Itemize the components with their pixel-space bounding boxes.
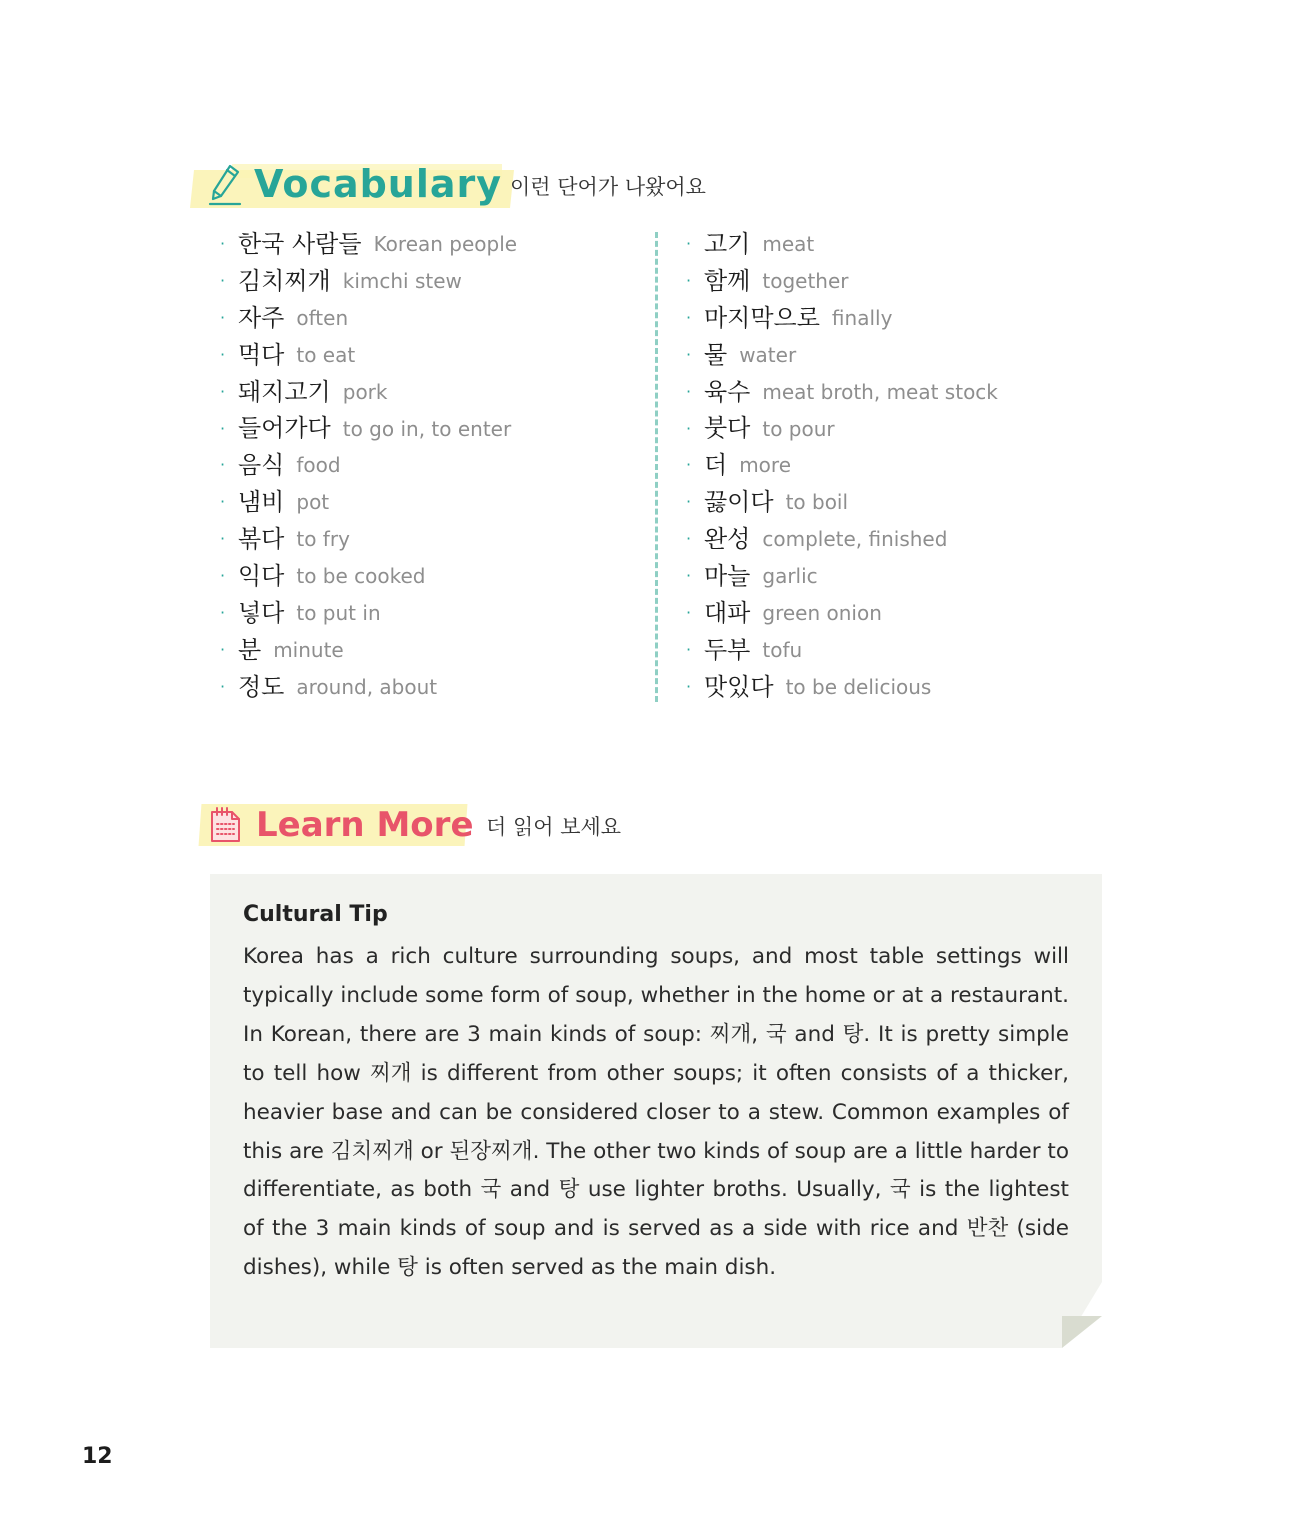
vocabulary-item [220,410,640,447]
vocabulary-english: to go in, to enter [342,416,512,441]
vocabulary-korean: 김치찌개 [238,266,331,295]
vocabulary-korean: 자주 [238,303,285,332]
vocabulary-item [220,337,640,374]
vocabulary-subtitle: 이런 단어가 나왔어요 [510,175,706,199]
bullet: · [220,492,226,512]
vocabulary-english: food [296,453,341,478]
vocabulary-title: Vocabulary [254,162,503,206]
vocabulary-english: finally [831,305,893,330]
vocabulary-korean: 먹다 [238,340,285,369]
vocabulary-english: to eat [296,342,356,367]
vocabulary-korean: 한국 사람들 [238,230,362,259]
bullet: · [686,381,692,401]
vocabulary-english: meat [762,232,815,257]
vocabulary-korean: 맛있다 [704,672,774,701]
vocabulary-korean: 넣다 [238,598,285,627]
vocabulary-item [686,558,1166,595]
bullet: · [686,344,692,364]
vocabulary-english: complete, finished [762,527,948,552]
bullet: · [686,566,692,586]
vocabulary-item [220,374,640,411]
bullet: · [686,529,692,549]
column-divider [655,232,658,702]
learn-more-subtitle: 더 읽어 보세요 [486,815,622,839]
vocabulary-korean: 대파 [704,598,751,627]
vocabulary-korean: 정도 [238,672,285,701]
vocabulary-item [686,300,1166,337]
vocabulary-korean: 육수 [704,377,751,406]
vocabulary-english: pot [296,490,330,515]
vocabulary-item [220,558,640,595]
vocabulary-item [686,263,1166,300]
page-number: 12 [82,1444,113,1469]
vocabulary-korean: 물 [704,340,728,369]
vocabulary-english: around, about [296,674,438,699]
vocabulary-item [686,410,1166,447]
bullet: · [220,270,226,290]
cultural-tip-title: Cultural Tip [243,902,388,927]
pencil-icon [208,162,242,206]
bullet: · [220,234,226,254]
bullet: · [686,234,692,254]
page-curl [1062,1316,1102,1348]
vocabulary-item [686,521,1166,558]
vocabulary-item [220,447,640,484]
vocabulary-english: more [739,453,791,478]
bullet: · [686,492,692,512]
vocabulary-english: pork [342,379,388,404]
vocabulary-korean: 볶다 [238,525,285,554]
vocabulary-english: together [762,268,849,293]
vocabulary-korean: 들어가다 [238,414,331,443]
bullet: · [220,381,226,401]
learn-more-title: Learn More [256,805,474,845]
notepad-icon [208,806,242,844]
bullet: · [686,676,692,696]
vocabulary-item [220,669,640,706]
vocabulary-english: kimchi stew [342,268,462,293]
vocabulary-english: to be cooked [296,564,426,589]
vocabulary-item [686,669,1166,706]
vocabulary-korean: 두부 [704,635,751,664]
bullet: · [220,455,226,475]
vocabulary-item [686,374,1166,411]
bullet: · [686,418,692,438]
vocabulary-korean: 음식 [238,451,285,480]
bullet: · [220,566,226,586]
vocabulary-english: tofu [762,637,803,662]
vocabulary-item [220,263,640,300]
bullet: · [220,344,226,364]
vocabulary-item [220,300,640,337]
vocabulary-header [192,158,1192,218]
vocabulary-english: Korean people [373,232,518,257]
vocabulary-english: water [739,342,797,367]
vocabulary-item [686,226,1166,263]
vocabulary-item [220,226,640,263]
bullet: · [220,602,226,622]
vocabulary-item [686,447,1166,484]
bullet: · [220,676,226,696]
vocabulary-list-right [686,226,1166,706]
vocabulary-english: minute [273,637,344,662]
vocabulary-english: to put in [296,600,381,625]
bullet: · [220,529,226,549]
vocabulary-item [686,595,1166,632]
vocabulary-korean: 냄비 [238,488,285,517]
vocabulary-english: meat broth, meat stock [762,379,998,404]
learn-more-header [200,800,900,856]
vocabulary-korean: 붓다 [704,414,751,443]
vocabulary-item [686,484,1166,521]
bullet: · [220,307,226,327]
vocabulary-korean: 분 [238,635,262,664]
vocabulary-item [220,632,640,669]
vocabulary-english: garlic [762,564,818,589]
bullet: · [686,307,692,327]
vocabulary-korean: 끓이다 [704,488,774,517]
vocabulary-english: to fry [296,527,350,552]
bullet: · [686,602,692,622]
vocabulary-item [220,521,640,558]
bullet: · [686,270,692,290]
vocabulary-korean: 마늘 [704,562,751,591]
vocabulary-item [220,595,640,632]
bullet: · [220,418,226,438]
vocabulary-english: to be delicious [785,674,932,699]
vocabulary-english: to boil [785,490,849,515]
bullet: · [686,455,692,475]
bullet: · [220,639,226,659]
vocabulary-english: green onion [762,600,882,625]
vocabulary-item [220,484,640,521]
vocabulary-english: often [296,305,349,330]
vocabulary-item [686,337,1166,374]
vocabulary-korean: 더 [704,451,728,480]
vocabulary-english: to pour [762,416,835,441]
bullet: · [686,639,692,659]
vocabulary-korean: 완성 [704,525,751,554]
vocabulary-korean: 돼지고기 [238,377,331,406]
vocabulary-korean: 고기 [704,230,751,259]
vocabulary-item [686,632,1166,669]
vocabulary-korean: 마지막으로 [704,303,820,332]
cultural-tip-body: Korea has a rich culture surrounding soups, and most table settings will typically include some form of soup, whether in the home or at a restaurant. In Korean, there are 3 main kinds of soup: 찌개, 국 and 탕. It is pretty simple to tell how 찌개 is different from other soups; it often consists of a thicker, heavier base and can be considered closer to a stew. Common examples of this are 김치찌개 or 된장찌개. The other two kinds of soup are a little harder to differentiate, as both 국 and 탕 use lighter broths. Usually, 국 is the lightest of the 3 main kinds of soup and is served as a side with rice and 반찬 (side dishes), while 탕 is often served as the main dish. [243,944,1069,1281]
vocabulary-list-left [220,226,640,706]
vocabulary-korean: 함께 [704,266,751,295]
vocabulary-korean: 익다 [238,562,285,591]
